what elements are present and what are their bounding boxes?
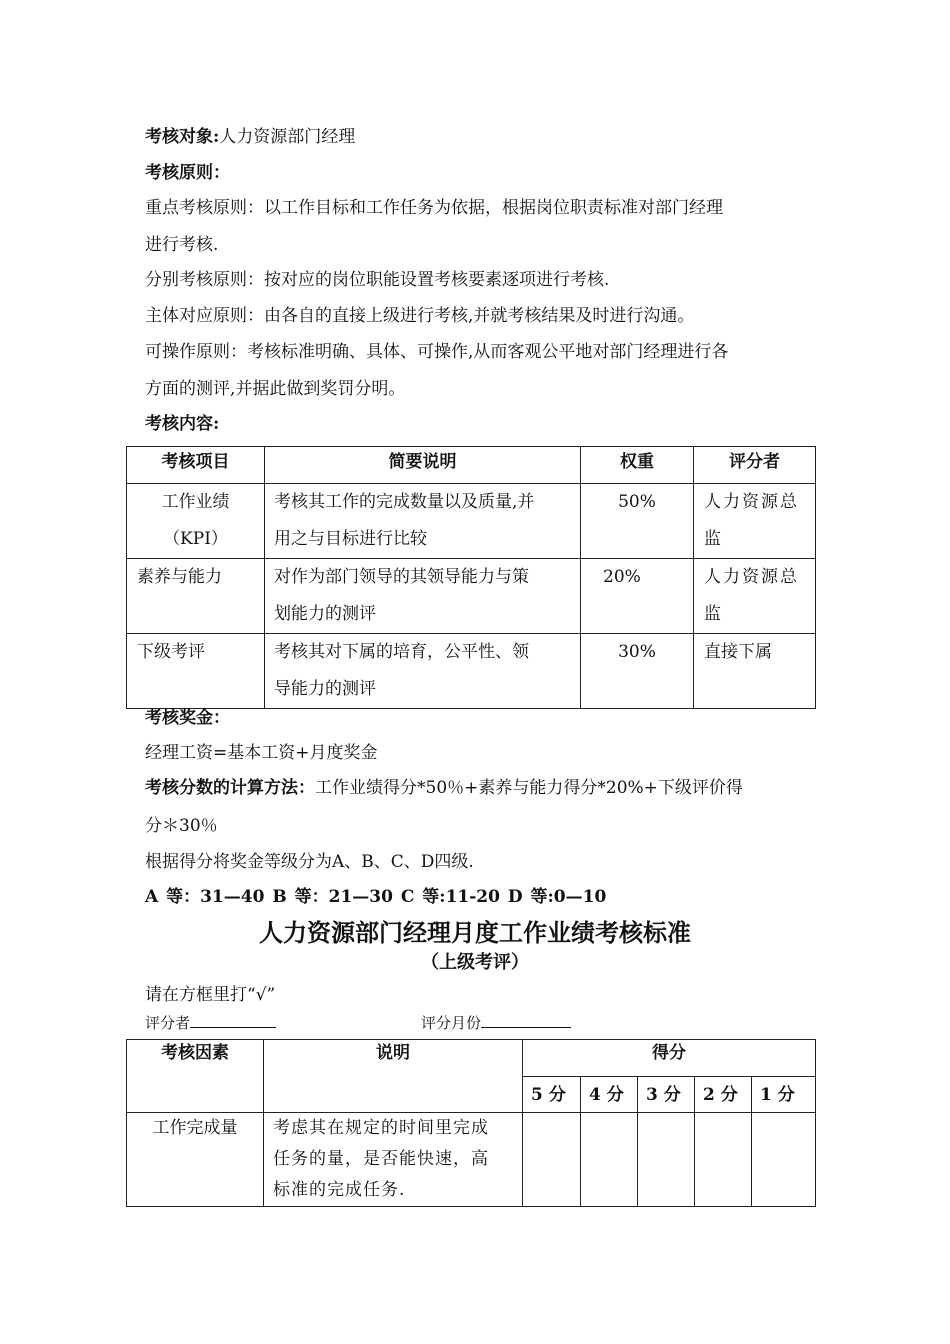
rater-cell: 人力资源总 监 <box>694 559 816 634</box>
calc-line-1 <box>145 776 743 800</box>
score-4-checkbox[interactable] <box>581 1113 638 1207</box>
item-cell: 下级考评 <box>127 634 265 709</box>
score-3-checkbox[interactable] <box>638 1113 695 1207</box>
content-heading: 考核内容: <box>145 414 220 434</box>
calc-formula: 工作业绩得分*50％+素养与能力得分*20%+下级评价得 <box>315 778 743 798</box>
header-item: 考核项目 <box>127 447 265 484</box>
principles-heading: 考核原则： <box>145 163 230 183</box>
description-cell: 对作为部门领导的其领导能力与策 划能力的测评 <box>265 559 581 634</box>
month-blank[interactable] <box>481 1012 571 1028</box>
calc-line-2: 分＊30％ <box>145 816 218 836</box>
table-row <box>127 559 816 634</box>
factor-cell: 工作完成量 <box>127 1113 264 1207</box>
score-5-checkbox[interactable] <box>523 1113 581 1207</box>
description-cell: 考核其工作的完成数量以及质量,并 用之与目标进行比较 <box>265 484 581 559</box>
score-4-header: 4 分 <box>581 1077 638 1113</box>
form-title: 人力资源部门经理月度工作业绩考核标准 <box>259 918 691 947</box>
calc-label: 考核分数的计算方法： <box>145 778 315 798</box>
table-row <box>127 634 816 709</box>
table-row <box>127 1113 816 1207</box>
principle-3: 主体对应原则：由各自的直接上级进行考核,并就考核结果及时进行沟通。 <box>145 306 695 326</box>
rater-cell: 直接下属 <box>694 634 816 709</box>
description-cell: 考虑其在规定的时间里完成 任务的量，是否能快速，高 标准的完成任务. <box>264 1113 523 1207</box>
principle-4-line-1: 可操作原则：考核标准明确、具体、可操作,从而客观公平地对部门经理进行各 <box>145 342 729 362</box>
monthly-performance-table <box>126 1039 816 1207</box>
rater-cell: 人力资源总 监 <box>694 484 816 559</box>
rater-line <box>145 1011 276 1035</box>
bonus-heading: 考核奖金： <box>145 708 230 728</box>
item-cell: 素养与能力 <box>127 559 265 634</box>
target-value: 人力资源部门经理 <box>219 127 356 147</box>
grade-ranges: A 等：31—40 B 等：21—30 C 等:11-20 D 等:0—10 <box>145 887 607 907</box>
month-line <box>421 1011 571 1035</box>
score-2-header: 2 分 <box>695 1077 752 1113</box>
principle-2: 分别考核原则：按对应的岗位职能设置考核要素逐项进行考核. <box>145 270 610 290</box>
assessment-content-table <box>126 446 816 709</box>
header-rater: 评分者 <box>694 447 816 484</box>
table-header-row <box>127 1040 816 1077</box>
form-subtitle: （上级考评） <box>421 952 529 973</box>
item-cell: 工作业绩 （KPI） <box>127 484 265 559</box>
header-weight: 权重 <box>581 447 694 484</box>
principle-1-line-2: 进行考核. <box>145 235 219 255</box>
description-cell: 考核其对下属的培育，公平性、领 导能力的测评 <box>265 634 581 709</box>
header-description: 说明 <box>264 1040 523 1113</box>
header-score: 得分 <box>523 1040 816 1077</box>
score-5-header: 5 分 <box>523 1077 581 1113</box>
rater-blank[interactable] <box>190 1012 276 1028</box>
header-description: 简要说明 <box>265 447 581 484</box>
table-header-row <box>127 447 816 484</box>
target-line <box>145 125 355 149</box>
score-3-header: 3 分 <box>638 1077 695 1113</box>
principle-1-line-1: 重点考核原则：以工作目标和工作任务为依据，根据岗位职责标准对部门经理 <box>145 198 723 218</box>
grade-intro: 根据得分将奖金等级分为A、B、C、D四级. <box>145 852 474 872</box>
rater-label: 评分者 <box>145 1014 191 1032</box>
weight-cell: 20% <box>581 559 694 634</box>
salary-formula: 经理工资=基本工资+月度奖金 <box>145 743 378 763</box>
weight-cell: 50% <box>581 484 694 559</box>
table-row <box>127 484 816 559</box>
score-1-header: 1 分 <box>752 1077 816 1113</box>
principle-4-line-2: 方面的测评,并据此做到奖罚分明。 <box>145 379 406 399</box>
score-2-checkbox[interactable] <box>695 1113 752 1207</box>
form-instruction: 请在方框里打“√” <box>145 985 276 1005</box>
weight-cell: 30% <box>581 634 694 709</box>
month-label: 评分月份 <box>421 1014 482 1032</box>
target-label: 考核对象: <box>145 127 220 147</box>
score-1-checkbox[interactable] <box>752 1113 816 1207</box>
header-factor: 考核因素 <box>127 1040 264 1113</box>
